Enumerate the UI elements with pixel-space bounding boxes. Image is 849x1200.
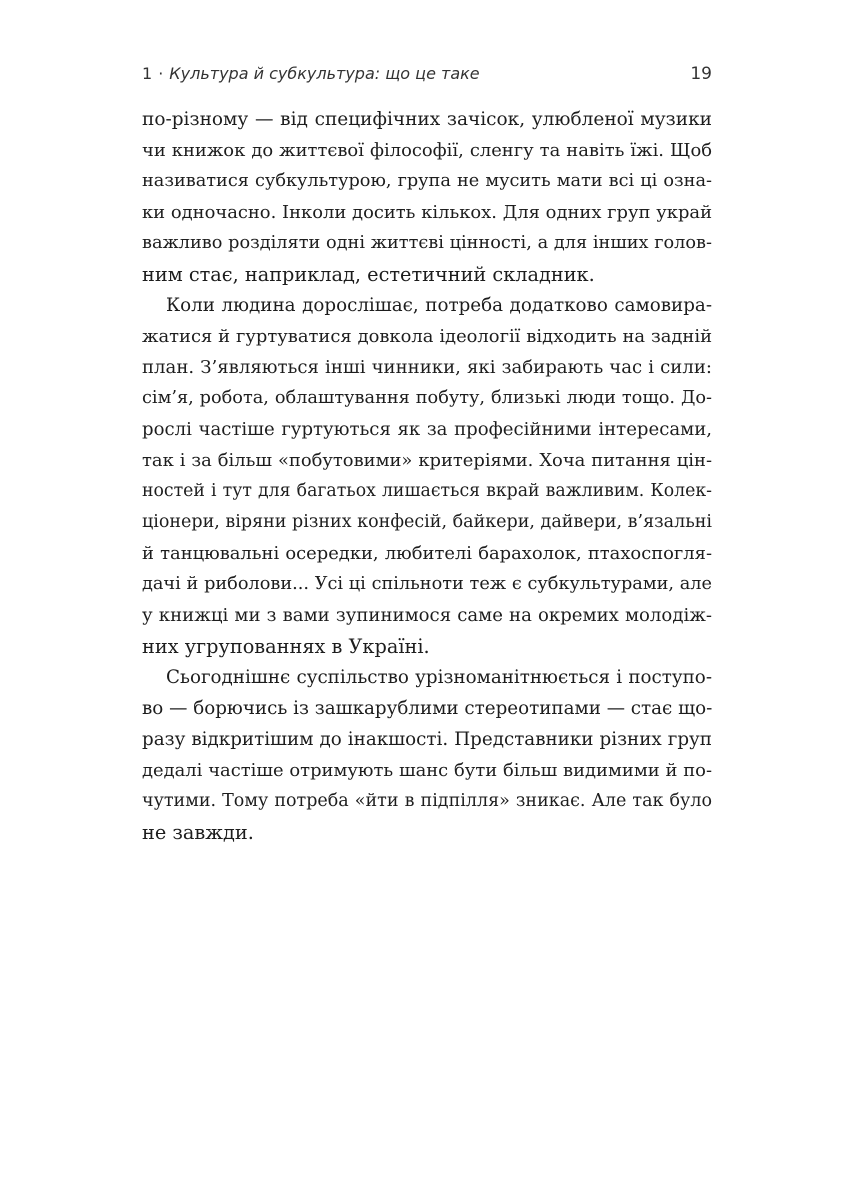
- paragraph: [142, 104, 712, 290]
- text-line: сім’я, робота, облаштування побуту, близькі люди тощо. До-: [142, 388, 712, 408]
- header-separator: ·: [158, 64, 164, 83]
- text-line: не завжди.: [142, 821, 254, 844]
- paragraph: [142, 290, 712, 662]
- text-line: разу відкритішим до інакшості. Представники різних груп: [142, 729, 712, 750]
- text-line: чутими. Тому потреба «йти в підпілля» зникає. Але так було: [142, 791, 712, 811]
- running-header: [142, 60, 712, 88]
- chapter-title: Культура й субкультура: що це таке: [169, 64, 480, 83]
- text-line: дедалі частіше отримують шанс бути більш видимими й по-: [142, 760, 712, 781]
- text-line: ціонери, віряни різних конфесій, байкери, дайвери, в’язальні: [142, 512, 712, 532]
- text-line: по-різному — від специфічних зачісок, улюбленої музики: [142, 109, 712, 130]
- body-text: [142, 104, 712, 848]
- text-line: ностей і тут для багатьох лишається вкрай важливим. Колек-: [142, 481, 712, 501]
- text-line: у книжці ми з вами зупинимося саме на окремих молодіж-: [142, 605, 712, 626]
- text-line: чи книжок до життєвої філософії, сленгу та навіть їжі. Щоб: [142, 140, 712, 161]
- text-line: так і за більш «побутовими» критеріями. Хоча питання цін-: [142, 450, 712, 471]
- text-line: план. З’являються інші чинники, які забирають час і сили:: [142, 357, 712, 378]
- text-line: ним стає, наприклад, естетичний складник.: [142, 263, 595, 286]
- text-line: них угрупованнях в Україні.: [142, 635, 430, 658]
- text-line: во — борючись із зашкарублими стереотипами — стає що-: [142, 698, 713, 719]
- text-line: ки одночасно. Інколи досить кількох. Для одних груп украй: [142, 202, 712, 223]
- text-line: Сьогоднішнє суспільство урізноманітнюється і поступо-: [166, 667, 712, 688]
- text-line: називатися субкультурою, група не мусить мати всі ці озна-: [142, 171, 712, 191]
- text-line: жатися й гуртуватися довкола ідеології відходить на задній: [142, 326, 712, 347]
- page-number: 19: [690, 64, 712, 84]
- text-line: важливо розділяти одні життєві цінності, а для інших голов-: [142, 233, 712, 253]
- text-line: рослі частіше гуртуються як за професійними інтересами,: [142, 419, 712, 440]
- paragraph: [142, 662, 712, 848]
- chapter-number: 1: [142, 64, 153, 83]
- text-line: й танцювальні осередки, любителі барахолок, птахоспогля-: [142, 543, 712, 564]
- text-line: дачі й риболови... Усі ці спільноти теж є субкультурами, але: [142, 574, 712, 594]
- text-line: Коли людина дорослішає, потреба додатково самовира-: [166, 295, 712, 316]
